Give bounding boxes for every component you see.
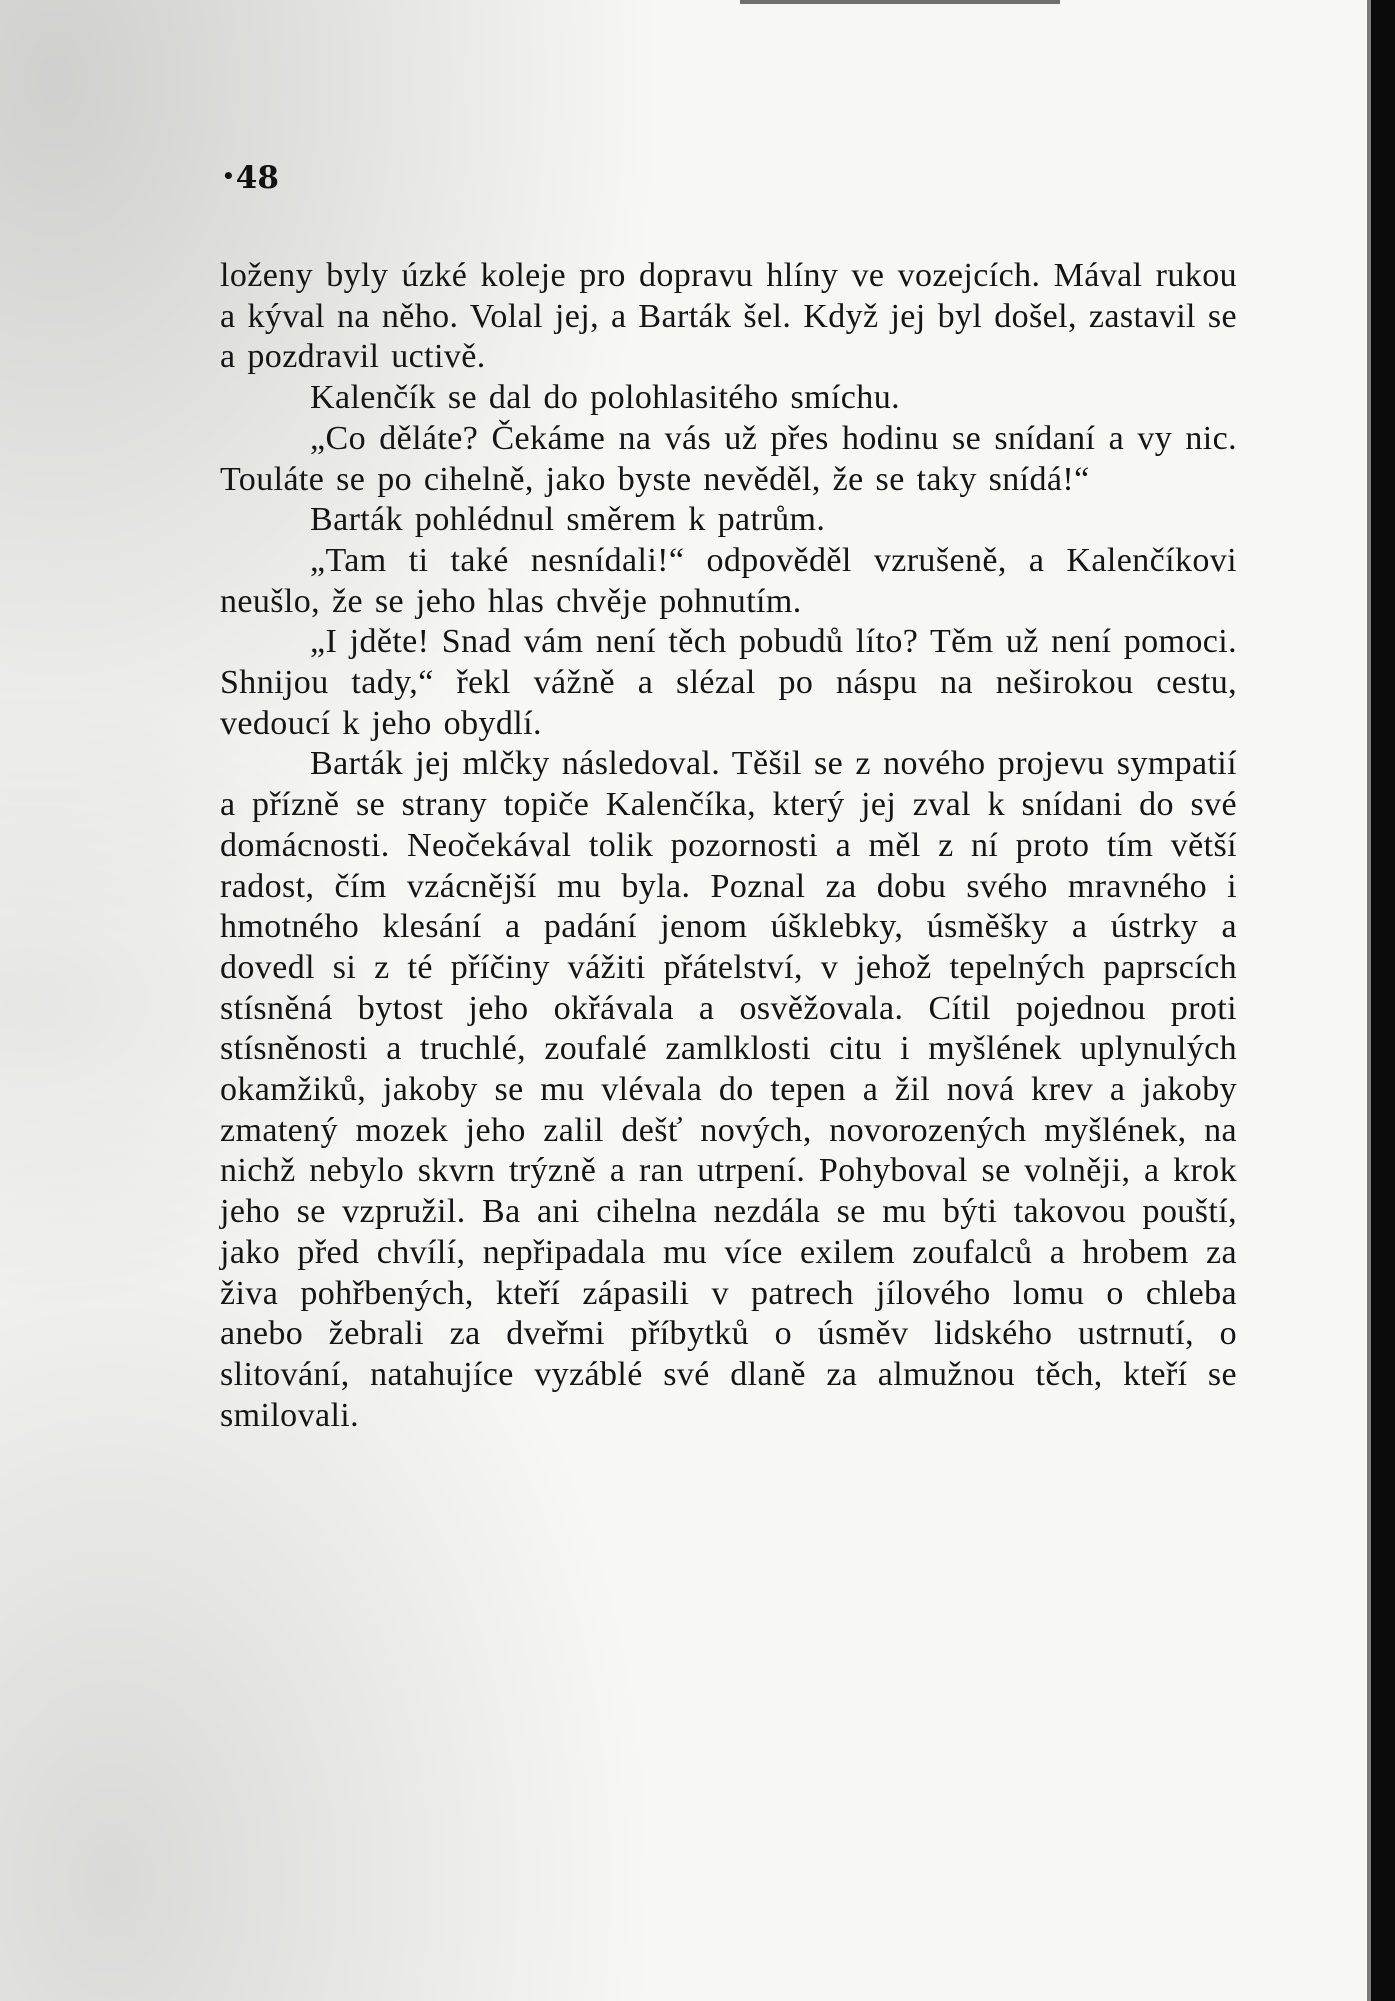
scan-border-right	[1371, 0, 1395, 2001]
paragraph: „I jděte! Snad vám není těch pobudů líto? Těm už není pomoci. Shnijou tady,“ řekl vážně a slézal po náspu na neširokou cestu, vedoucí k jeho obydlí.	[220, 623, 1237, 742]
page-number	[222, 160, 279, 196]
paragraph: Barták pohlédnul směrem k patrům.	[310, 501, 826, 539]
paragraph: „Co děláte? Čekáme na vás už přes hodinu se snídaní a vy nic. Touláte se po cihelně, jako byste nevěděl, že se taky snídá!“	[220, 419, 1237, 498]
paragraph: Barták jej mlčky následoval. Těšil se z nového projevu sympatií a přízně se strany topiče Kalenčíka, který jej zval k snídani do své domácnosti. Neočekával tolik pozornosti a měl z ní proto tím větší radost, čím vzácnější mu byla. Poznal za dobu svého mravného i hmotného klesání a padání jenom úšklebky, úsměšky a ústrky a dovedl si z té příčiny vážiti přátelství, v jehož tepelných paprscích stísněná bytost jeho okřávala a osvěžovala. Cítil pojednou proti stísněnosti a truchlé, zoufalé zamlklosti citu i myšlének uplynulých okamžiků, jakoby se mu vlévala do tepen a žil nová krev a jakoby zmatený mozek jeho zalil dešť nových, novorozených myšlének, na nichž nebylo skvrn trýzně a ran utrpení. Pohyboval se volněji, a krok jeho se vzpružil. Ba ani cihelna nezdála se mu býti takovou pouští, jako před chvílí, nepřipadala mu více exilem zoufalců a hrobem za živa pohřbených, kteří zápasili v patrech jílového lomu o chleba anebo žebrali za dveřmi příbytků o úsměv lidského ustrnutí, o slitování, natahujíce vyzáblé své dlaně za almužnou těch, kteří se smilovali.	[220, 745, 1237, 1434]
paragraph: loženy byly úzké koleje pro dopravu hlíny ve vozejcích. Mával rukou a kýval na něho. Volal jej, a Barták šel. Když jej byl došel, zastavil se a pozdravil uctivě.	[220, 257, 1237, 376]
page-top-edge-shadow	[740, 0, 1060, 4]
paragraph: „Tam ti také nesnídali!“ odpověděl vzrušeně, a Kalenčíkovi neušlo, že se jeho hlas chvěje pohnutím.	[220, 541, 1237, 620]
page-number-value: 48	[235, 160, 279, 196]
page-number-mark: •	[222, 164, 235, 188]
paragraph: Kalenčík se dal do polohlasitého smíchu.	[310, 379, 900, 417]
body-text	[220, 256, 1237, 1436]
